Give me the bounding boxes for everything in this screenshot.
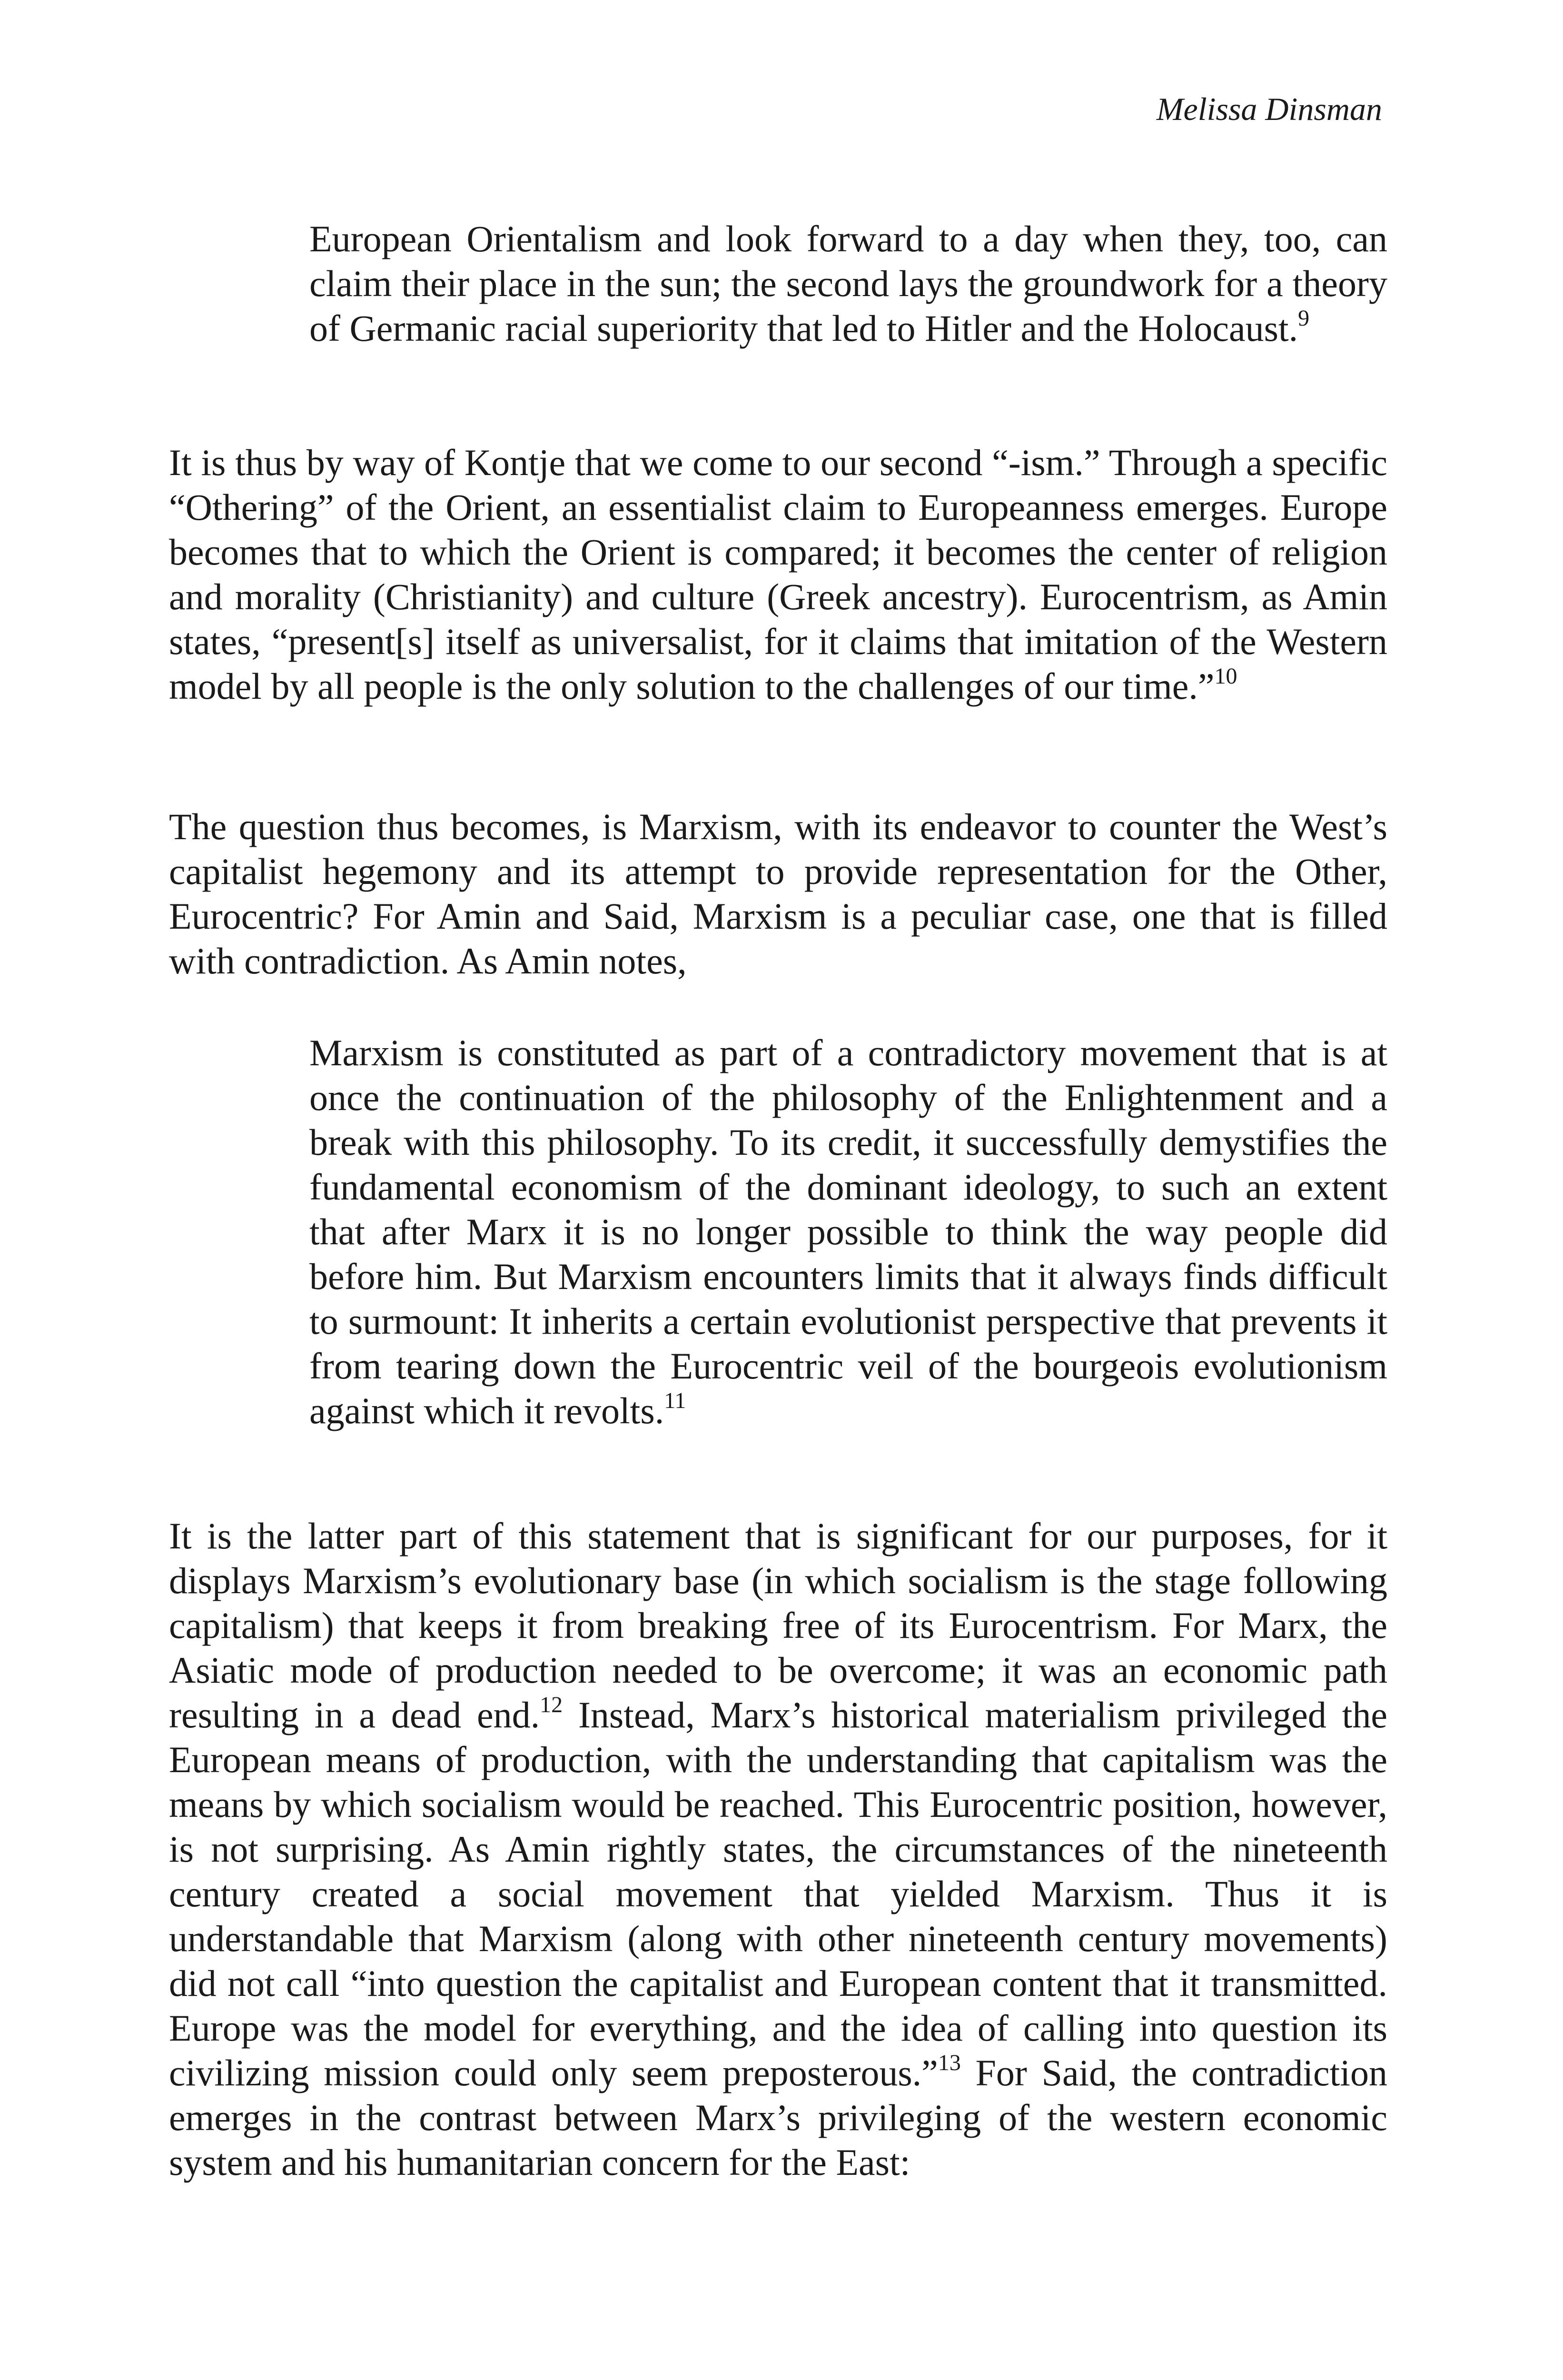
body-paragraph — [169, 1514, 1387, 2185]
paragraph-text: The question thus becomes, is Marxism, with its endeavor to counter the West’s capitalist hegemony and its attempt to provide representation for the Other, Eurocentric? For Amin and Said, Marxism is a peculiar case, one that is filled with contradiction. As Amin notes, — [169, 806, 1387, 982]
paragraph-text: For Said, the contradiction emerges in the contrast between Marx’s privileging of the western economic system and his humanitarian concern for the East: — [169, 2052, 1388, 2183]
paragraph-text: It is thus by way of Kontje that we come to our second “-ism.” Through a specific “Othering” of the Orient, an essentialist claim to Europeanness emerges. Europe becomes that to which the Orient is compared; it becomes the center of religion and morality (Christianity) and culture (Greek ancestry). Eurocentrism, as Amin states, “present[s] itself as universalist, for it claims that imitation of the Western model by all people is the only solution to the challenges of our time.” — [169, 442, 1387, 707]
footnote-ref[interactable]: 13 — [938, 2050, 961, 2075]
footnote-ref[interactable]: 9 — [1298, 306, 1310, 331]
footnote-ref[interactable]: 11 — [664, 1388, 686, 1413]
block-quote — [309, 1031, 1387, 1433]
quote-text: Marxism is constituted as part of a contradictory movement that is at once the continuation of the philosophy of the Enlightenment and a break with this philosophy. To its credit, it successfully demystifies the fundamental economism of the dominant ideology, to such an extent that after Marx it is no longer possible to think the way people did before him. But Marxism encounters limits that it always finds difficult to surmount: It inherits a certain evolutionist perspective that prevents it from tearing down the Eurocentric veil of the bourgeois evolutionism against which it revolts. — [309, 1032, 1387, 1431]
footnote-ref[interactable]: 10 — [1214, 664, 1237, 689]
running-head-author: Melissa Dinsman — [1156, 91, 1382, 127]
footnote-ref[interactable]: 12 — [540, 1692, 563, 1717]
block-quote — [309, 217, 1387, 351]
body-paragraph — [169, 804, 1387, 983]
quote-text: European Orientalism and look forward to a day when they, too, can claim their place in the sun; the second lays the groundwork for a theory of Germanic racial superiority that led to Hitler and the Holocaust. — [309, 218, 1387, 349]
body-paragraph — [169, 440, 1387, 709]
paragraph-text: It is the latter part of this statement that is significant for our purposes, for it displays Marxism’s evolutionary base (in which socialism is the stage following capitalism) that keeps it from breaking free of its Eurocentrism. For Marx, the Asiatic mode of production needed to be overcome; it was an economic path resulting in a dead end. — [169, 1515, 1387, 1735]
paragraph-text: Instead, Marx’s historical materialism privileged the European means of production, with the understanding that capitalism was the means by which socialism would be reached. This Eurocentric position, however, is not surprising. As Amin rightly states, the circumstances of the nineteenth century created a social movement that yielded Marxism. Thus it is understandable that Marxism (along with other nineteenth century movements) did not call “into question the capitalist and European content that it transmitted. Europe was the model for everything, and the idea of calling into question its civilizing mission could only seem preposterous.” — [169, 1694, 1387, 2093]
